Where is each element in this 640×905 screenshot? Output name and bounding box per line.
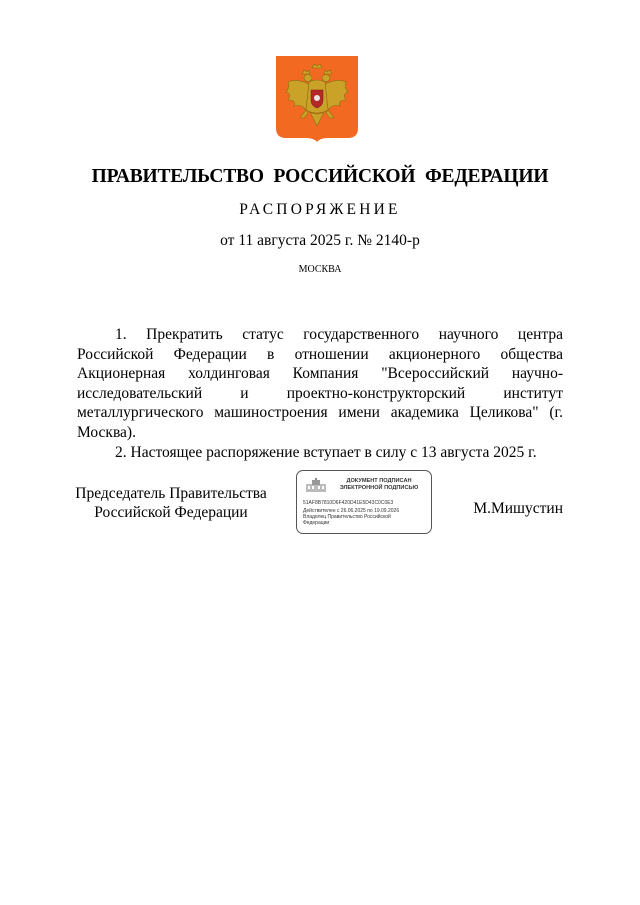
- stamp-title-line-1: ДОКУМЕНТ ПОДПИСАН: [346, 478, 412, 484]
- building-icon: [305, 478, 327, 493]
- paragraph-1: 1. Прекратить статус государственного научного центра Российской Федерации в отношении акционерного общества Акционерная холдинговая Компания "Всероссийский научно-исследовательский и проектно-конструкторский институт металлургического машиностроения имени академика Целикова" (г. Москва).: [77, 326, 563, 441]
- stamp-title-line-2: ЭЛЕКТРОННОЙ ПОДПИСЬЮ: [339, 485, 419, 491]
- signer-position-line-2: Российской Федерации: [94, 504, 248, 521]
- stamp-owner-line-1: Владелец Правительство Российской: [303, 514, 391, 520]
- stamp-title: [331, 478, 427, 492]
- stamp-owner-line-2: Федерации: [303, 520, 330, 526]
- russian-coat-of-arms-icon: [276, 56, 358, 142]
- signer-name: М.Мишустин: [473, 500, 563, 517]
- stamp-certificate: 51AF8B7810D6F420D41E5D43C0C0E3: [303, 500, 394, 506]
- document-body: [77, 325, 563, 462]
- signer-position: [60, 484, 282, 522]
- stamp-validity: Действителен с 26.06.2025 по 19.09.2026: [303, 508, 400, 514]
- government-title: ПРАВИТЕЛЬСТВО РОССИЙСКОЙ ФЕДЕРАЦИИ: [91, 166, 549, 187]
- document-type: РАСПОРЯЖЕНИЕ: [239, 201, 401, 218]
- document-city: МОСКВА: [298, 264, 342, 275]
- paragraph-2: 2. Настоящее распоряжение вступает в силу с 13 августа 2025 г.: [115, 443, 537, 461]
- signer-position-line-1: Председатель Правительства: [75, 485, 267, 502]
- electronic-signature-stamp: [296, 470, 432, 534]
- document-date-number: от 11 августа 2025 г. № 2140-р: [220, 232, 420, 249]
